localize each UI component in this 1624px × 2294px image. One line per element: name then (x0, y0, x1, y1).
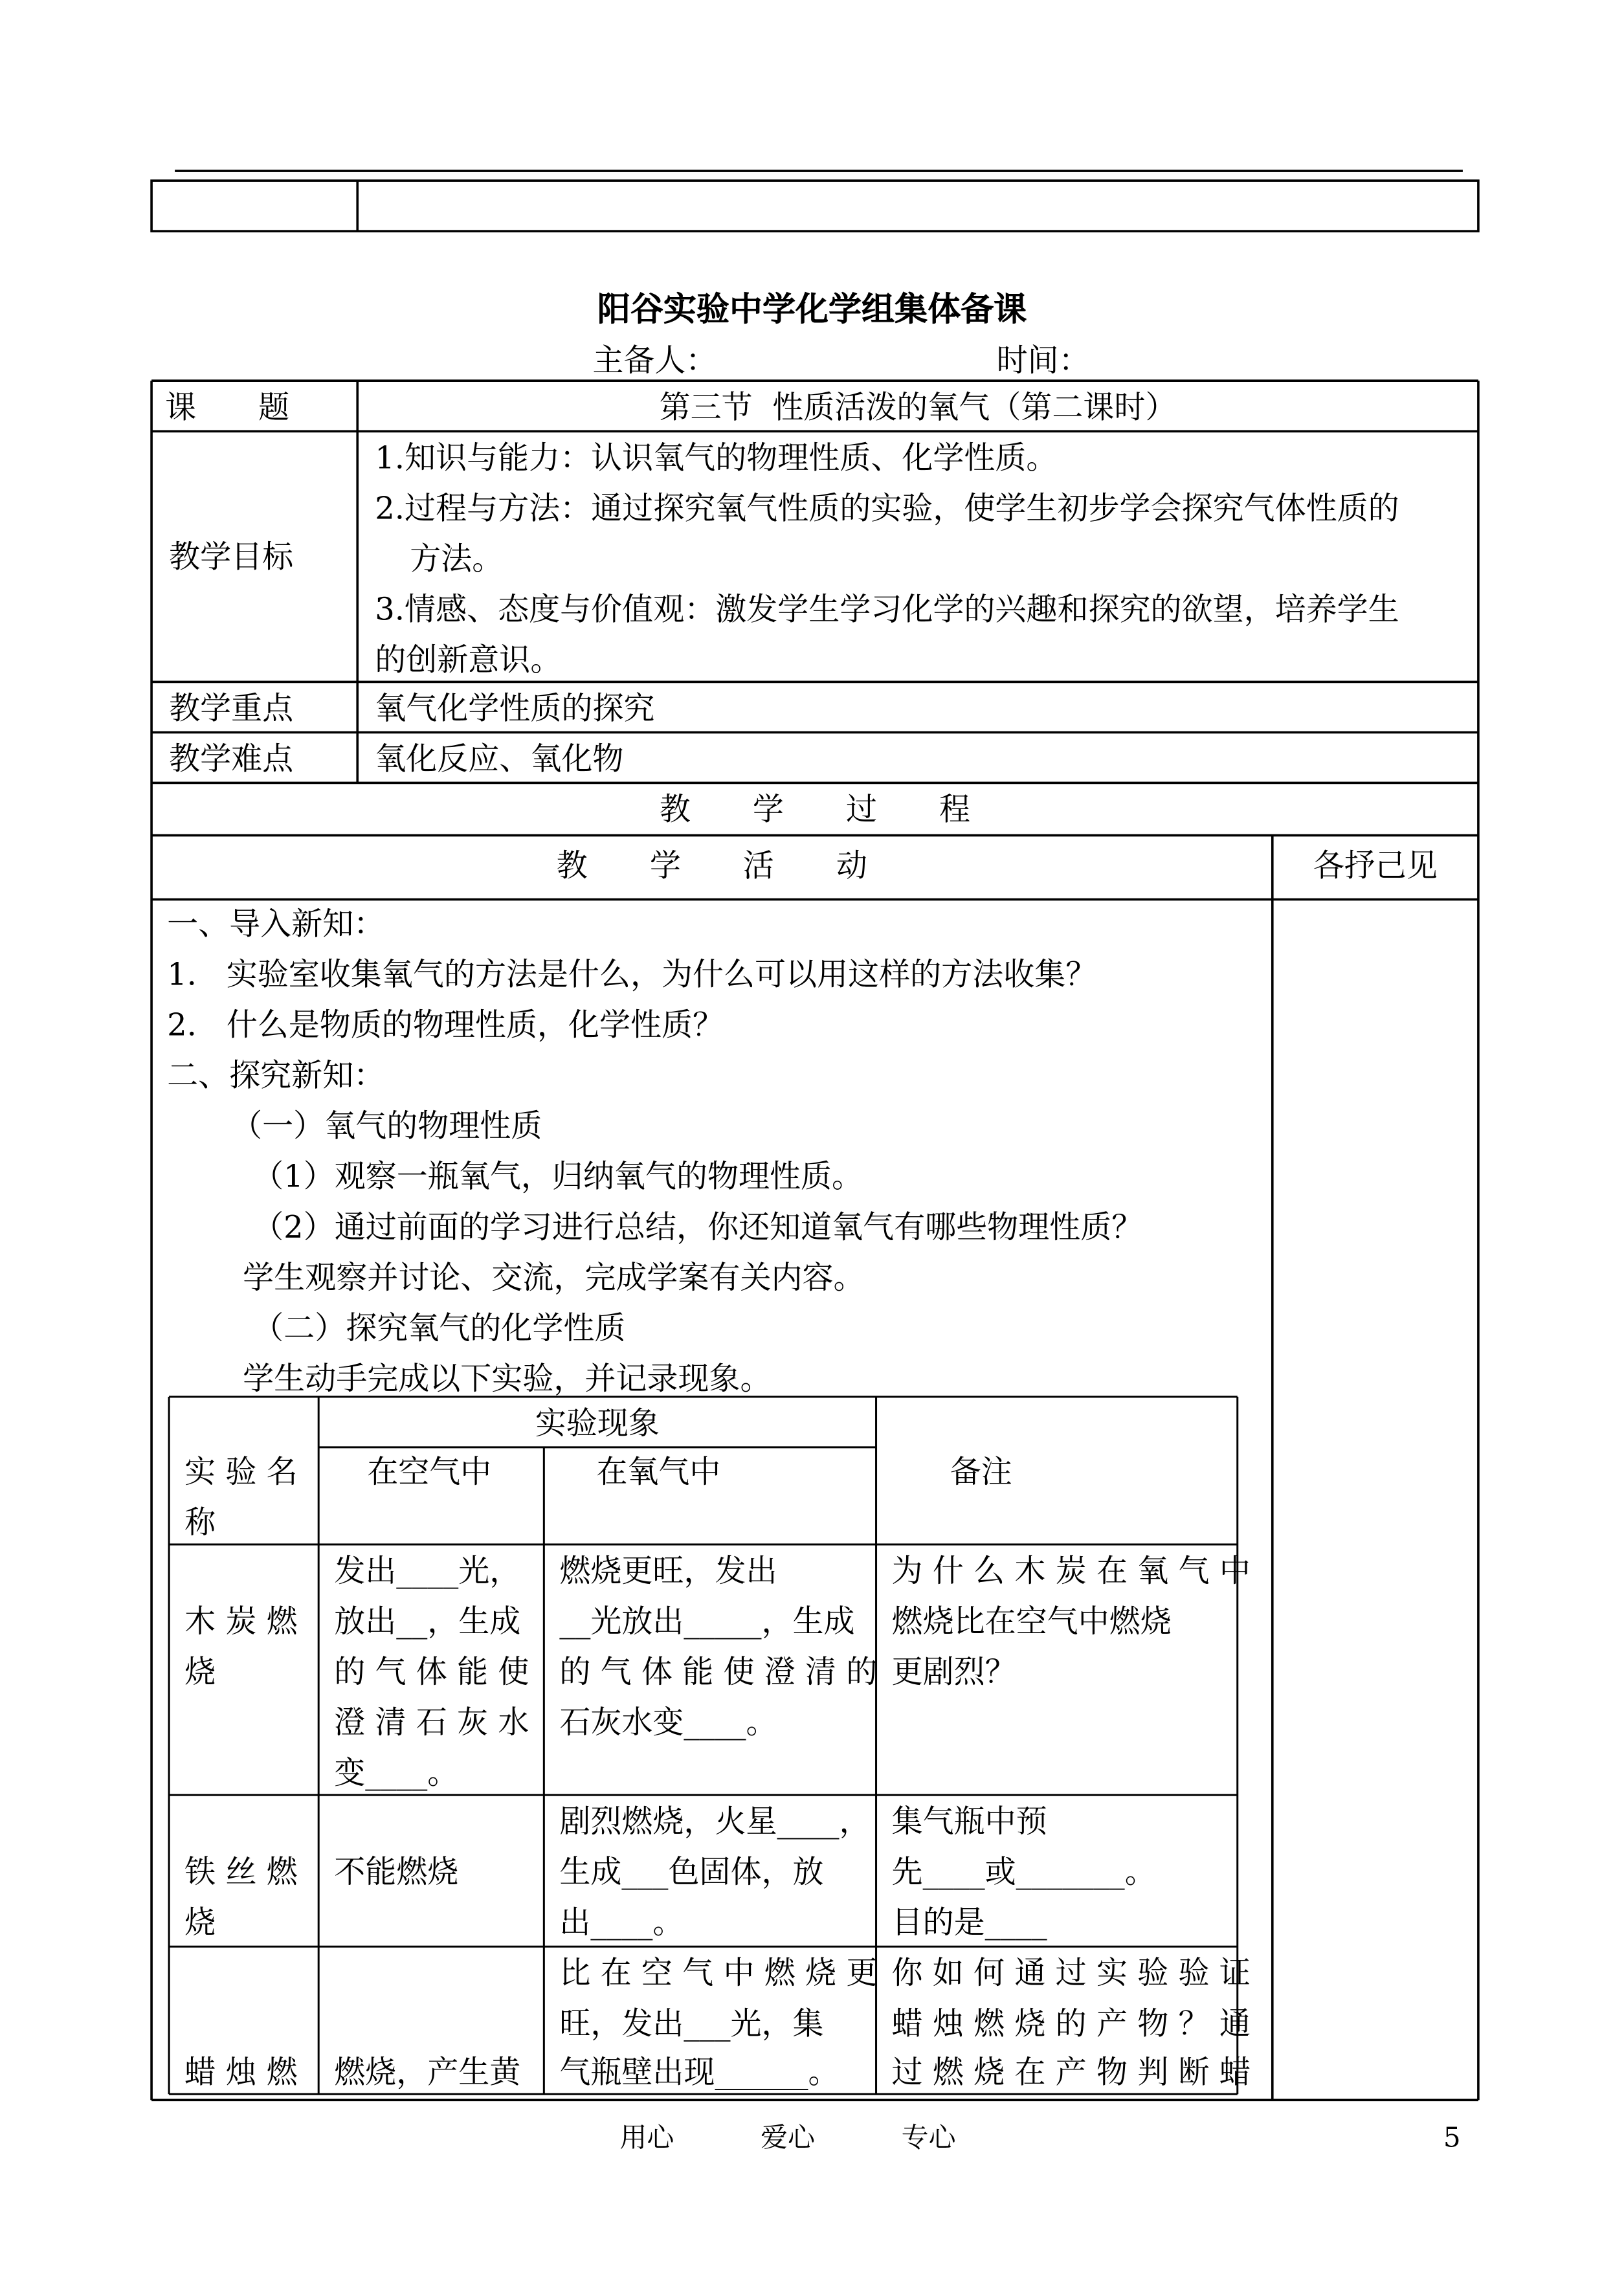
content-line: 一、导入新知： (167, 905, 385, 942)
footer-text: 用心 爱心 专心 (619, 2123, 956, 2155)
exp-row-name: 烧 (184, 1653, 216, 1691)
difficulty-value: 氧化反应、氧化物 (375, 740, 624, 777)
objective-line: 3.情感、态度与价值观：激发学生学习化学的兴趣和探究的欲望，培养学生 (375, 590, 1399, 628)
exp-cell-line: 先____或_______。 (891, 1853, 1156, 1891)
key-value: 氧气化学性质的探究 (375, 689, 655, 727)
in-oxygen-header: 在氧气中 (596, 1453, 721, 1490)
exp-name-header: 实 验 名 (184, 1453, 298, 1490)
exp-cell-line: 更剧烈？ (891, 1653, 1016, 1691)
content-line: 2. 什么是物质的物理性质，化学性质？ (167, 1006, 724, 1043)
page-number: 5 (1443, 2123, 1461, 2155)
remarks-header: 备注 (950, 1453, 1012, 1490)
exp-cell-line: 比 在 空 气 中 燃 烧 更 (559, 1954, 878, 1992)
exp-cell-line: 的 气 体 能 使 澄 清 的 (559, 1653, 878, 1691)
exp-row-name: 蜡 烛 燃 (184, 2053, 298, 2091)
content-line: （二）探究氧气的化学性质 (252, 1309, 626, 1346)
exp-cell-line: 燃烧，产生黄 (334, 2053, 521, 2091)
exp-cell-line: 燃烧比在空气中燃烧 (891, 1602, 1172, 1640)
difficulty-label: 教学难点 (169, 740, 294, 777)
content-line: （一）氧气的物理性质 (231, 1107, 542, 1144)
content-line: 1. 实验室收集氧气的方法是什么，为什么可以用这样的方法收集？ (167, 955, 1097, 993)
page-title: 阳谷实验中学化学组集体备课 (597, 291, 1027, 331)
exp-cell-line: 为 什 么 木 炭 在 氧 气 中 (891, 1552, 1251, 1589)
exp-cell-line: 发出____光， (334, 1552, 521, 1589)
exp-name-header: 称 (184, 1503, 216, 1541)
objective-line: 2.过程与方法：通过探究氧气性质的实验，使学生初步学会探究气体性质的 (375, 489, 1399, 527)
exp-row-name: 木 炭 燃 (184, 1602, 298, 1640)
objective-line: 的创新意识。 (375, 641, 562, 678)
exp-cell-line: 集气瓶中预 (891, 1803, 1047, 1840)
exp-cell-line: 蜡 烛 燃 烧 的 产 物 ？ 通 (891, 2005, 1251, 2042)
preparer-label: 主备人： (592, 342, 717, 379)
in-air-header: 在空气中 (367, 1453, 492, 1490)
exp-cell-line: 的 气 体 能 使 (334, 1653, 529, 1691)
exp-cell-line: 澄 清 石 灰 水 (334, 1704, 529, 1741)
notes-header: 各抒己见 (1313, 847, 1438, 884)
content-line: 二、探究新知： (167, 1056, 385, 1094)
exp-cell-line: 不能燃烧 (334, 1853, 459, 1891)
topic-label: 课 题 (165, 388, 290, 426)
objectives-label: 教学目标 (169, 538, 294, 575)
exp-cell-line: 出____。 (559, 1904, 684, 1941)
activity-header: 教 学 活 动 (556, 847, 868, 884)
exp-cell-line: 变____。 (334, 1754, 459, 1792)
exp-row-name: 烧 (184, 1904, 216, 1941)
content-line: （2）通过前面的学习进行总结，你还知道氧气有哪些物理性质？ (252, 1208, 1143, 1245)
topic-value: 第三节 性质活泼的氧气（第二课时） (659, 388, 1177, 426)
content-line: 学生观察并讨论、交流，完成学案有关内容。 (243, 1258, 865, 1296)
header-table-border (151, 181, 1478, 231)
objective-line: 1.知识与能力：认识氧气的物理性质、化学性质。 (375, 439, 1058, 476)
content-line: （1）观察一瓶氧气，归纳氧气的物理性质。 (252, 1157, 863, 1195)
process-header: 教 学 过 程 (659, 790, 971, 828)
exp-cell-line: 旺，发出___光，集 (559, 2005, 824, 2042)
exp-cell-line: 目的是____ (891, 1904, 1047, 1941)
exp-cell-line: 剧烈燃烧，火星____， (559, 1803, 871, 1840)
exp-cell-line: __光放出_____，生成 (559, 1602, 855, 1640)
phenomenon-header: 实验现象 (535, 1404, 660, 1442)
time-label: 时间： (996, 342, 1090, 379)
exp-cell-line: 放出__，生成 (334, 1602, 521, 1640)
exp-cell-line: 燃烧更旺，发出 (559, 1552, 777, 1589)
objective-line: 方法。 (410, 540, 504, 577)
exp-cell-line: 石灰水变____。 (559, 1704, 777, 1741)
exp-cell-line: 气瓶壁出现______。 (559, 2053, 840, 2091)
content-line: 学生动手完成以下实验，并记录现象。 (243, 1359, 772, 1397)
key-label: 教学重点 (169, 689, 294, 727)
exp-cell-line: 你 如 何 通 过 实 验 验 证 (891, 1954, 1251, 1992)
exp-cell-line: 生成___色固体，放 (559, 1853, 824, 1891)
exp-cell-line: 过 燃 烧 在 产 物 判 断 蜡 (891, 2053, 1251, 2091)
exp-row-name: 铁 丝 燃 (184, 1853, 298, 1891)
